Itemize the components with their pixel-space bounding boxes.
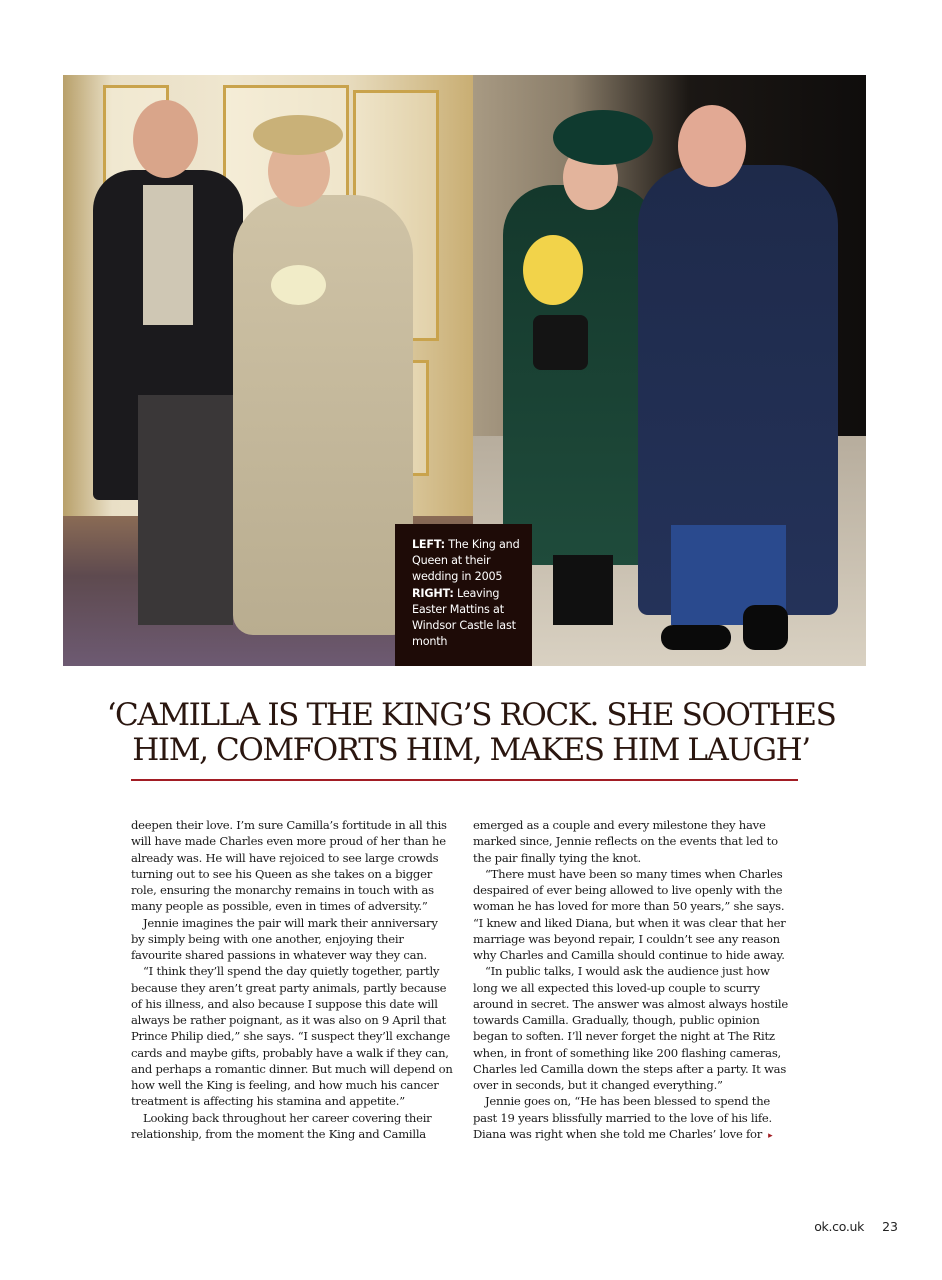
divider-rule (131, 779, 798, 781)
continue-arrow-icon: ▸ (768, 1130, 773, 1141)
photo-caption (395, 524, 532, 666)
paragraph (473, 1093, 795, 1144)
caption-right-text: Leaving Easter Mattins at Windsor Castle last month (412, 586, 516, 649)
article-column-1 (131, 817, 453, 1142)
caption-right-label: RIGHT: (412, 586, 454, 600)
site-url: ok.co.uk (814, 1219, 865, 1234)
paragraph-text: Jennie goes on, “He has been blessed to spend the past 19 years blissfully married to the love of his life. Diana was right when she told me Charles’ love for (473, 1094, 772, 1141)
paragraph: deepen their love. I’m sure Camilla’s fortitude in all this will have made Charles even more proud of her than he already was. He will have rejoiced to see large crowds turning out to see his Queen as she takes on a bigger role, ensuring the monarchy remains in touch with as many people as possible, even in times of adversity.” (131, 818, 447, 914)
article-column-2 (473, 817, 795, 1144)
paragraph: “In public talks, I would ask the audience just how long we all expected this loved-up couple to scurry around in secret. The answer was almost always hostile towards Camilla. Gradually, though, public opinion began to soften. I’ll never forget the night at The Ritz when, in front of something like 200 flashing cameras, Charles led Camilla down the steps after a party. It was over in seconds, but it changed everything.” (473, 964, 788, 1092)
page-number: 23 (882, 1219, 898, 1234)
paragraph: Looking back throughout her career covering their relationship, from the moment the King and Camilla (131, 1110, 432, 1141)
page-footer (814, 1219, 898, 1234)
paragraph: “There must have been so many times when Charles despaired of ever being allowed to live openly with the woman he has loved for more than 50 years,” she says. “I knew and liked Diana, but when it was clear that her marriage was beyond repair, I couldn’t see any reason why Charles and Camilla should continue to hide away. (473, 866, 786, 962)
caption-left-text: The King and Queen at their wedding in 2005 (412, 538, 520, 584)
pull-quote: ‘CAMILLA IS THE KING’S ROCK. SHE SOOTHES HIM, COMFORTS HIM, MAKES HIM LAUGH’ (106, 697, 836, 768)
paragraph: “I think they’ll spend the day quietly together, partly because they aren’t great party animals, partly because of his illness, and also because I suppose this date will always be rather poignant, as it was also on 9 April that Prince Philip died,” she says. “I suspect they’ll exchange cards and maybe gifts, probably have a walk if they can, and perhaps a romantic dinner. But much will depend on how well the King is feeling, and how much his cancer treatment is affecting his stamina and appetite.” (131, 964, 453, 1109)
paragraph: Jennie imagines the pair will mark their anniversary by simply being with one another, enjoying their favourite shared passions in whatever way they can. (131, 915, 438, 962)
caption-left-label: LEFT: (412, 538, 445, 551)
paragraph: emerged as a couple and every milestone they have marked since, Jennie reflects on the events that led to the pair finally tying the knot. (473, 818, 778, 865)
